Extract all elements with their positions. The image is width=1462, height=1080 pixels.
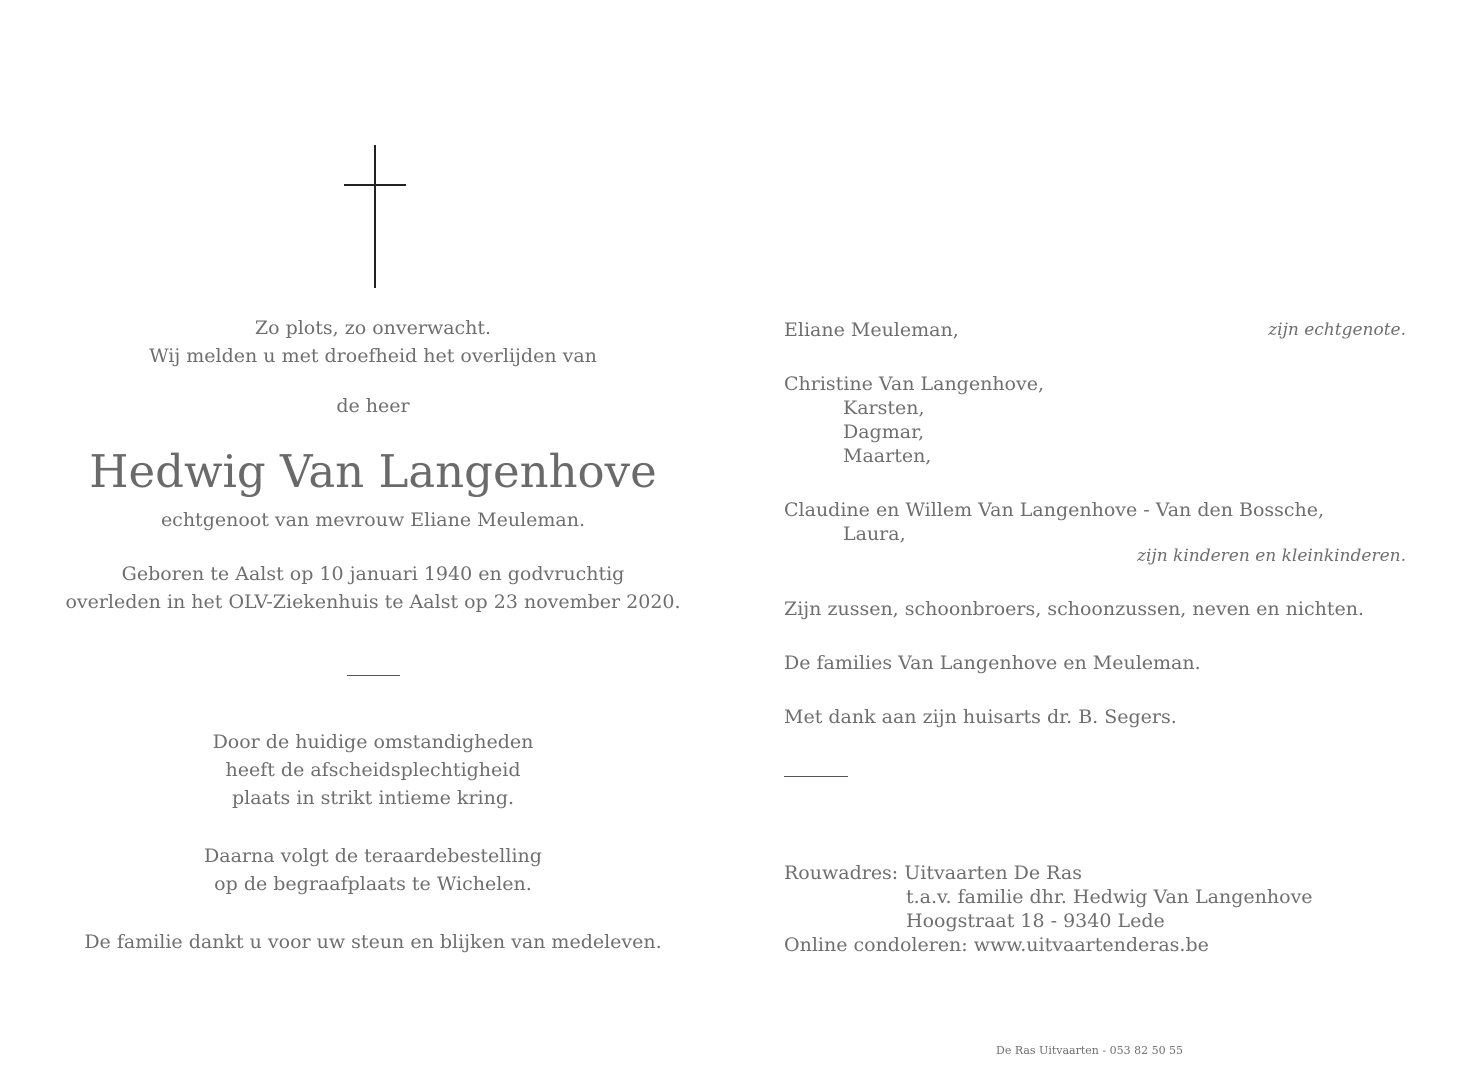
siblings-line: Zijn zussen, schoonbroers, schoonzussen, neven en nichten. — [784, 598, 1364, 620]
cross-icon-horizontal — [344, 184, 406, 186]
life-dates — [0, 560, 746, 616]
ceremony-text — [0, 728, 746, 812]
life-line-2: overleden in het OLV-Ziekenhuis te Aalst op 23 november 2020. — [65, 591, 681, 613]
intro-text — [0, 314, 746, 370]
child-1-name: Christine Van Langenhove, — [784, 373, 1045, 395]
burial-text — [0, 842, 746, 898]
cross-icon-vertical — [374, 145, 376, 288]
children-role: zijn kinderen en kleinkinderen. — [1137, 546, 1406, 566]
families-line: De families Van Langenhove en Meuleman. — [784, 652, 1201, 674]
separator-left — [347, 675, 400, 676]
life-line-1: Geboren te Aalst op 10 januari 1940 en godvruchtig — [121, 563, 625, 585]
spouse-name: Eliane Meuleman, — [784, 319, 959, 341]
grandchild-dagmar: Dagmar, — [843, 421, 925, 443]
grandchild-maarten: Maarten, — [843, 445, 932, 467]
grandchild-karsten: Karsten, — [843, 397, 925, 419]
ceremony-line-1: Door de huidige omstandigheden — [212, 731, 534, 753]
intro-line-1: Zo plots, zo onverwacht. — [254, 317, 492, 339]
separator-right — [784, 776, 848, 777]
spouse-line: echtgenoot van mevrouw Eliane Meuleman. — [160, 509, 586, 531]
address-label: Rouwadres: Uitvaarten De Ras — [784, 862, 1082, 884]
doctor-line: Met dank aan zijn huisarts dr. B. Segers. — [784, 706, 1177, 728]
intro-line-2: Wij melden u met droefheid het overlijden van — [149, 345, 597, 367]
deceased-name: Hedwig Van Langenhove — [89, 445, 657, 498]
burial-line-2: op de begraafplaats te Wichelen. — [214, 873, 532, 895]
ceremony-line-3: plaats in strikt intieme kring. — [231, 787, 515, 809]
ceremony-line-2: heeft de afscheidsplechtigheid — [225, 759, 521, 781]
thanks-text: De familie dankt u voor uw steun en blijken van medeleven. — [84, 931, 662, 953]
spouse-role: zijn echtgenote. — [1268, 320, 1406, 340]
online-condolence: Online condoleren: www.uitvaartenderas.be — [784, 934, 1209, 956]
footer-credit: De Ras Uitvaarten - 053 82 50 55 — [996, 1044, 1184, 1057]
grandchild-laura: Laura, — [843, 523, 906, 545]
title-text: de heer — [336, 395, 410, 417]
address-line-1: t.a.v. familie dhr. Hedwig Van Langenhove — [906, 886, 1313, 908]
child-2-name: Claudine en Willem Van Langenhove - Van den Bossche, — [784, 499, 1325, 521]
address-line-2: Hoogstraat 18 - 9340 Lede — [906, 910, 1165, 932]
burial-line-1: Daarna volgt de teraardebestelling — [204, 845, 542, 867]
